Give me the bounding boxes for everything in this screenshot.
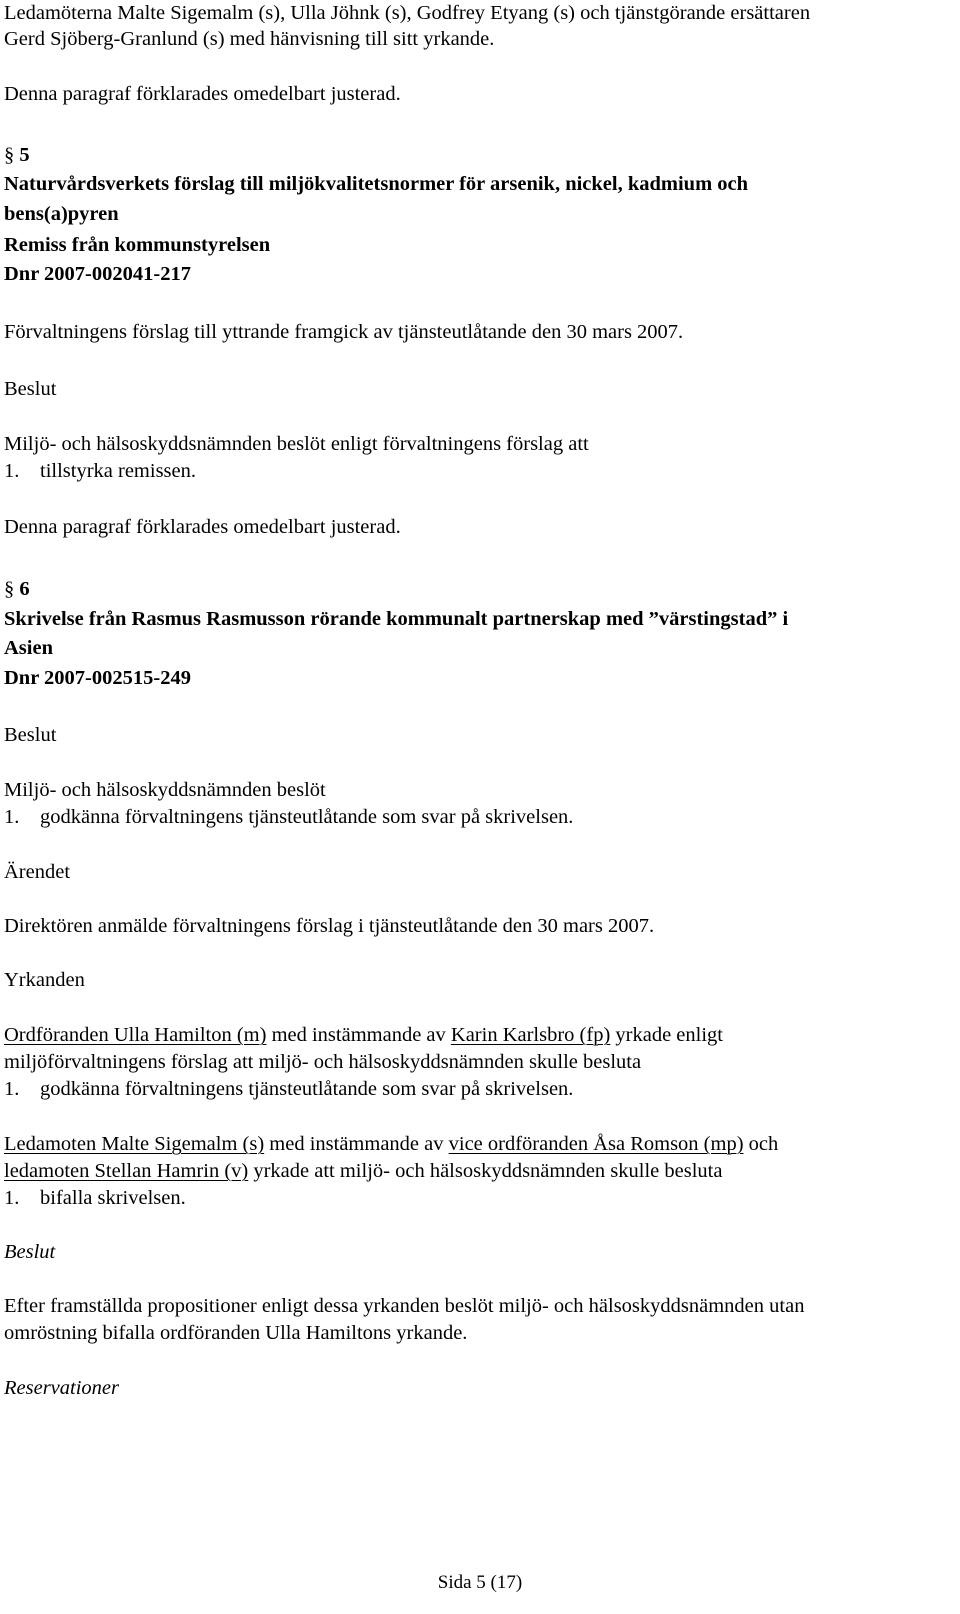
intro-adjusted: Denna paragraf förklarades omedelbart justerad.: [4, 83, 401, 105]
motion1-line-2: miljöförvaltningens förslag att miljö- och hälsoskyddsnämnden skulle besluta: [4, 1051, 642, 1073]
section6-final-line-1: Efter framställda propositioner enligt dessa yrkanden beslöt miljö- och hälsoskyddsnämnden utan: [4, 1295, 805, 1317]
motion1-rest: yrkade enligt: [610, 1024, 723, 1046]
list-number: 1.: [4, 1078, 20, 1100]
section6-dnr: Dnr 2007-002515-249: [4, 667, 191, 689]
section5-proposal: Förvaltningens förslag till yttrande framgick av tjänsteutlåtande den 30 mars 2007.: [4, 321, 684, 343]
section6-title-line-2: Asien: [4, 637, 53, 659]
list-number: 1.: [4, 460, 20, 482]
section5-decision-heading: Beslut: [4, 378, 57, 400]
list-number: 1.: [4, 806, 20, 828]
section6-decision-heading: Beslut: [4, 724, 57, 746]
page-number: Sida 5 (17): [437, 1572, 523, 1593]
section6-title-line-1: Skrivelse från Rasmus Rasmusson rörande kommunalt partnerskap med ”värstingstad” i: [4, 608, 789, 630]
motion2-line-1: [4, 1131, 778, 1158]
section6-reservations-heading: Reservationer: [4, 1377, 119, 1399]
list-number: 1.: [4, 1187, 20, 1209]
motion2-member-1: Ledamoten Malte Sigemalm (s): [4, 1133, 265, 1155]
list-item-text: godkänna förvaltningens tjänsteutlåtande som svar på skrivelsen.: [40, 1078, 574, 1100]
motion1-member: Karin Karlsbro (fp): [450, 1024, 611, 1046]
paragraph-mark: §: [4, 578, 15, 600]
section5-title-line-1: Naturvårdsverkets förslag till miljökvalitetsnormer för arsenik, nickel, kadmium och: [4, 173, 749, 195]
section5-number: 5: [19, 144, 30, 166]
section5-title-line-2: bens(a)pyren: [4, 203, 119, 225]
section5-adjusted: Denna paragraf förklarades omedelbart justerad.: [4, 516, 401, 538]
section6-motions-heading: Yrkanden: [4, 969, 85, 991]
section6-case-text: Direktören anmälde förvaltningens förslag i tjänsteutlåtande den 30 mars 2007.: [4, 915, 655, 937]
section5-decision-item: [4, 458, 196, 485]
paragraph-mark: §: [4, 144, 15, 166]
section5-decision-text: Miljö- och hälsoskyddsnämnden beslöt enligt förvaltningens förslag att: [4, 433, 589, 455]
motion2-rest: yrkade att miljö- och hälsoskyddsnämnden skulle besluta: [248, 1160, 723, 1182]
section6-final-line-2: omröstning bifalla ordföranden Ulla Hamiltons yrkande.: [4, 1322, 468, 1344]
motion1-item: [4, 1076, 573, 1103]
motion1-chair: Ordföranden Ulla Hamilton (m): [4, 1024, 267, 1046]
list-item-text: tillstyrka remissen.: [40, 460, 197, 482]
section6-final-heading: Beslut: [4, 1241, 56, 1263]
section5-subtitle: Remiss från kommunstyrelsen: [4, 234, 271, 256]
motion1-with: med instämmande av: [266, 1024, 451, 1046]
section6-number: 6: [19, 578, 30, 600]
intro-line-1: Ledamöterna Malte Sigemalm (s), Ulla Jöhnk (s), Godfrey Etyang (s) och tjänstgörande ersättaren: [4, 2, 811, 24]
motion2-and: och: [743, 1133, 779, 1155]
motion2-line-2: [4, 1158, 722, 1185]
motion2-item: [4, 1185, 186, 1212]
section6-decision-item: [4, 804, 573, 831]
section5-dnr: Dnr 2007-002041-217: [4, 263, 191, 285]
motion2-member-2: vice ordföranden Åsa Romson (mp): [448, 1133, 744, 1155]
motion2-member-3: ledamoten Stellan Hamrin (v): [4, 1160, 249, 1182]
motion1-line-1: [4, 1022, 723, 1049]
motion2-with: med instämmande av: [264, 1133, 449, 1155]
section6-case-heading: Ärendet: [4, 861, 71, 883]
intro-line-2: Gerd Sjöberg-Granlund (s) med hänvisning till sitt yrkande.: [4, 28, 495, 50]
section5-heading: [4, 142, 30, 169]
list-item-text: bifalla skrivelsen.: [40, 1187, 186, 1209]
section6-decision-text: Miljö- och hälsoskyddsnämnden beslöt: [4, 779, 326, 801]
list-item-text: godkänna förvaltningens tjänsteutlåtande som svar på skrivelsen.: [40, 806, 574, 828]
section6-heading: [4, 576, 30, 603]
